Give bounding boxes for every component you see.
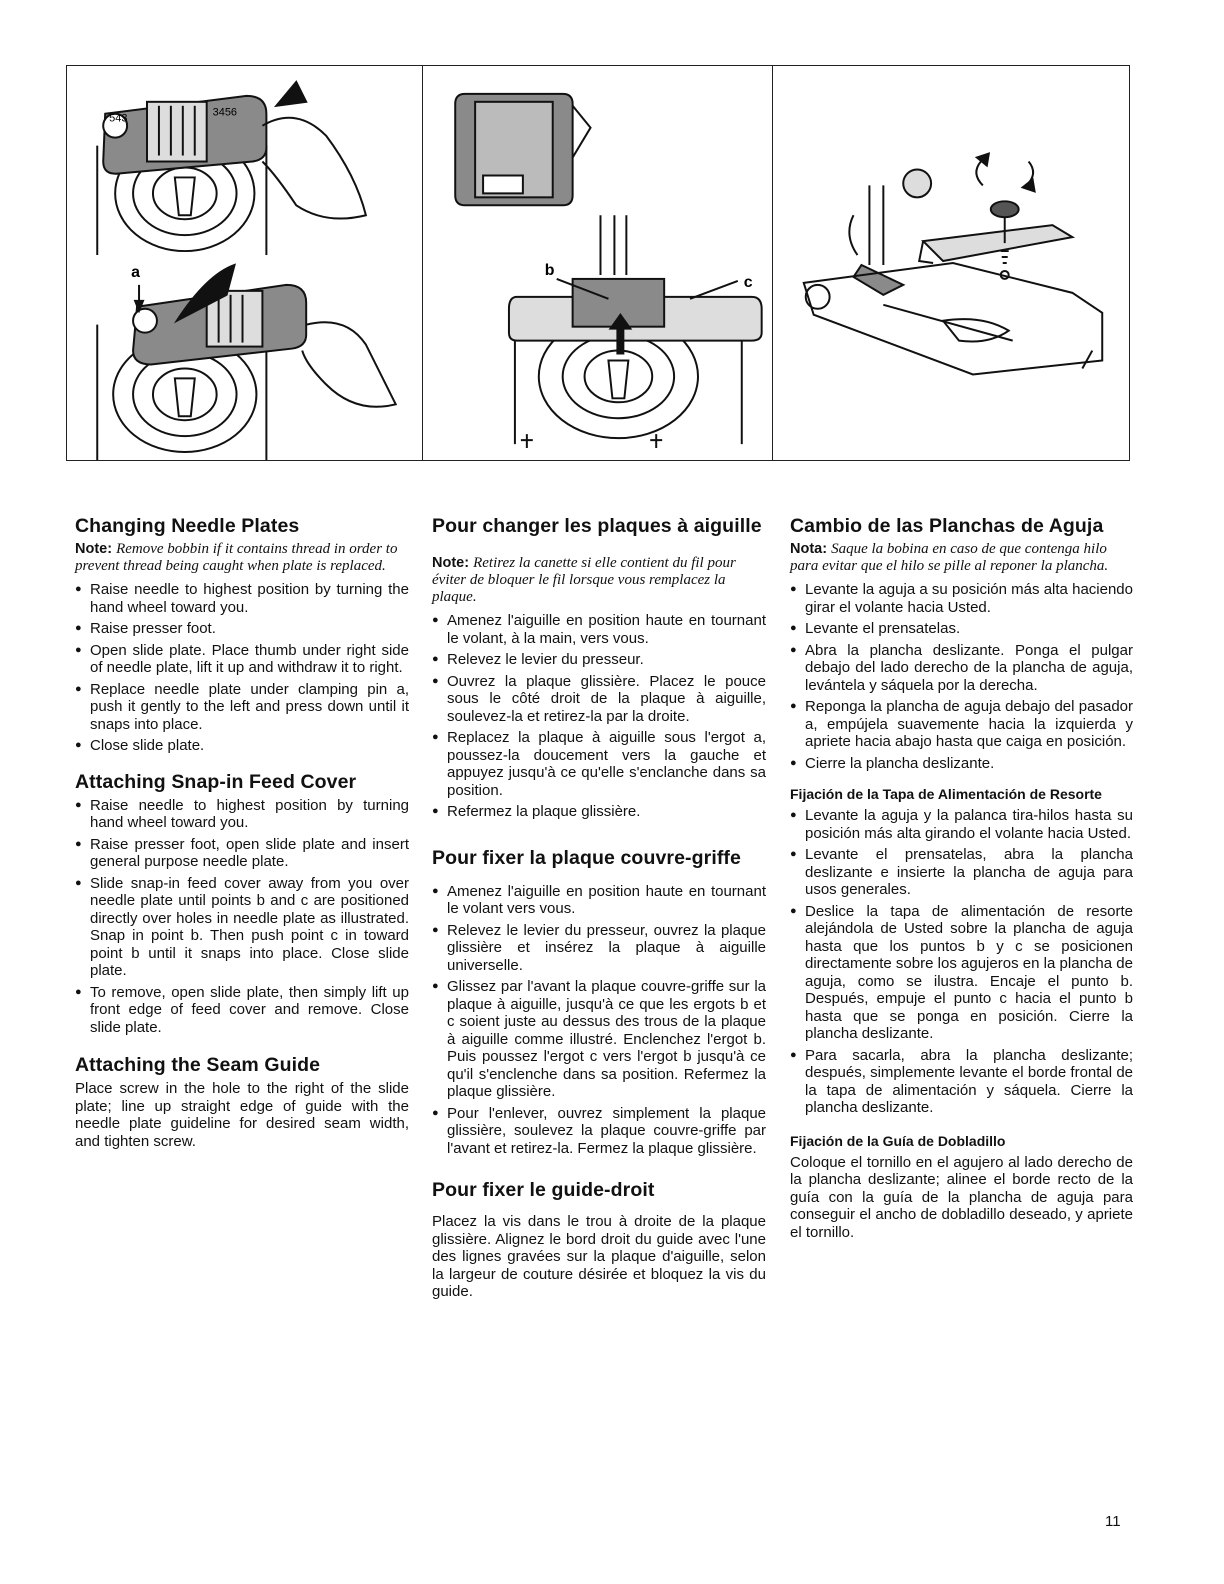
column-spanish	[790, 515, 1133, 1241]
seam-guide-text: Placez la vis dans le trou à droite de la plaque glissière. Alignez le bord droit du guide avec l'une des lignes gravées sur la plaque d'aiguille, selon la largeur de couture désirée et bloquez la vis du guide.	[432, 1213, 766, 1300]
section-title-seam-guide: Fijación de la Guía de Dobladillo	[790, 1132, 1006, 1149]
steps-list	[432, 612, 766, 821]
list-item: ● Amenez l'aiguille en position haute en tournant le volant, à la main, vers vous.	[432, 612, 766, 647]
list-item: ● Refermez la plaque glissière.	[432, 803, 766, 821]
note-text: Saque la bobina en caso de que contenga hilo para evitar que el hilo se pille al reponer la plancha.	[790, 541, 1109, 574]
list-item: ● Para sacarla, abra la plancha deslizante; después, simplemente levante el borde frontal de la tapa de alimentación y sáquela. Cierre la plancha deslizante.	[790, 1047, 1133, 1117]
list-item: ● Slide snap-in feed cover away from you over needle plate until points b and c are positioned directly over holes in needle plate as illustrated. Snap in point b. Then push point c in toward point b until it snaps into place. Close slide plate.	[75, 875, 409, 980]
feed-steps-list	[790, 807, 1133, 1117]
section-title-changing-plates: Cambio de las Planchas de Aguja	[790, 515, 1104, 537]
section-title-feed-cover: Fijación de la Tapa de Alimentación de Resorte	[790, 786, 1102, 802]
list-item: ● Raise presser foot, open slide plate and insert general purpose needle plate.	[75, 836, 409, 871]
column-french	[432, 515, 766, 1301]
list-item: ● Pour l'enlever, ouvrez simplement la plaque glissière, soulevez la plaque couvre-griffe par l'avant et retirez-la. Fermez la plaque glissière.	[432, 1105, 766, 1158]
list-item: ● Relevez le levier du presseur.	[432, 651, 766, 669]
label-c: c	[743, 273, 753, 291]
seam-guide-text: Coloque el tornillo en el agujero al lado derecho de la plancha deslizante; alinee el borde recto de la guía con la guía de la plancha de aguja para conseguir el ancho de dobladillo deseado, y apriete el tornillo.	[790, 1153, 1133, 1241]
list-item: ● Reponga la plancha de aguja debajo del pasador a, empújela suavemente hacia la izquierda y apriete hacia abajo hasta que caiga en posición.	[790, 698, 1133, 751]
list-item: ● To remove, open slide plate, then simply lift up front edge of feed cover and remove. Close slide plate.	[75, 984, 409, 1037]
list-item: ● Replacez la plaque à aiguille sous l'ergot a, poussez-la doucement vers la gauche et appuyez jusqu'à ce qu'elle s'enclanche dans sa position.	[432, 729, 766, 799]
list-item: ● Abra la plancha deslizante. Ponga el pulgar debajo del lado derecho de la plancha de aguja, levántela y sáquela por la derecha.	[790, 642, 1133, 695]
list-item: ● Close slide plate.	[75, 737, 409, 755]
section-title-feed-cover: Attaching Snap-in Feed Cover	[75, 770, 357, 793]
note-label: Note:	[75, 541, 113, 557]
note	[432, 555, 766, 606]
section-title-changing-plates: Changing Needle Plates	[75, 515, 300, 537]
section-title-feed-cover: Pour fixer la plaque couvre-griffe	[432, 846, 741, 869]
list-item: ● Levante la aguja y la palanca tira-hilos hasta su posición más alta girando el volante hacia Usted.	[790, 807, 1133, 842]
figure-seam-guide	[773, 66, 1129, 460]
list-item: ● Levante el prensatelas.	[790, 620, 1133, 638]
list-item: ● Ouvrez la plaque glissière. Placez le pouce sous le côté droit de la plaque à aiguille, soulevez-la et retirez-la par la droite.	[432, 673, 766, 726]
note-label: Nota:	[790, 541, 828, 557]
list-item: ● Raise needle to highest position by turning hand wheel toward you.	[75, 797, 409, 832]
list-item: ● Raise needle to highest position by turning the hand wheel toward you.	[75, 581, 409, 616]
illustration-frame	[66, 65, 1130, 461]
needle-plate-illustration	[67, 66, 422, 460]
steps-list	[75, 581, 409, 755]
feed-steps-list	[432, 883, 766, 1158]
list-item: ● Relevez le levier du presseur, ouvrez la plaque glissière et insérez la plaque à aiguille universelle.	[432, 922, 766, 975]
section-title-seam-guide: Pour fixer le guide-droit	[432, 1179, 655, 1201]
list-item: ● Glissez par l'avant la plaque couvre-griffe sur la plaque à aiguille, jusqu'à ce que les ergots b et c soient juste au dessus des trous de la plaque à aiguille comme illustré. Enclenchez l'ergot b. Puis poussez l'ergot c vers l'ergot b jusqu'à ce qu'il s'enclenche dans sa position. Refermez la plaque glissière.	[432, 978, 766, 1101]
list-item: ● Cierre la plancha deslizante.	[790, 755, 1133, 773]
note	[790, 541, 1133, 575]
feed-cover-illustration	[423, 66, 772, 460]
list-item: ● Raise presser foot.	[75, 620, 409, 638]
seam-guide-illustration	[773, 66, 1129, 460]
column-english	[75, 515, 409, 1150]
note-text: Retirez la canette si elle contient du fil pour éviter de bloquer le fil lorsque vous remplacez la plaque.	[432, 555, 736, 605]
plate-number-left: 543	[109, 112, 128, 125]
list-item: ● Deslice la tapa de alimentación de resorte alejándola de Usted sobre la plancha de aguja hasta que los puntos b y c se posicionen directamente sobre los agujeros en la plancha de aguja, como se ilustra. Encaje el punto b. Después, empuje el punto c hacia el punto b hasta que se ponga en posición. Cierre la plancha deslizante.	[790, 903, 1133, 1043]
note	[75, 541, 409, 575]
list-item: ● Levante la aguja a su posición más alta haciendo girar el volante hacia Usted.	[790, 581, 1133, 616]
plate-number-right: 3456	[212, 106, 238, 119]
section-title-seam-guide: Attaching the Seam Guide	[75, 1054, 321, 1076]
label-b: b	[544, 261, 555, 279]
list-item: ● Open slide plate. Place thumb under right side of needle plate, lift it up and withdraw it to right.	[75, 642, 409, 677]
seam-guide-text: Place screw in the hole to the right of the slide plate; line up straight edge of guide with the needle plate guideline for desired seam width, and tighten screw.	[75, 1080, 409, 1150]
list-item: ● Replace needle plate under clamping pin a, push it gently to the left and press down until it snaps into place.	[75, 681, 409, 734]
figure-changing-needle-plate	[67, 66, 423, 460]
note-label: Note:	[432, 555, 470, 571]
list-item: ● Amenez l'aiguille en position haute en tournant le volant vers vous.	[432, 883, 766, 918]
note-text: Remove bobbin if it contains thread in order to prevent thread being caught when plate is replaced.	[75, 541, 398, 574]
steps-list	[790, 581, 1133, 772]
list-item: ● Levante el prensatelas, abra la plancha deslizante e insierte la plancha de aguja para usos generales.	[790, 846, 1133, 899]
figure-feed-cover	[423, 66, 773, 460]
section-title-changing-plates: Pour changer les plaques à aiguille	[432, 515, 762, 537]
feed-steps-list	[75, 797, 409, 1037]
label-a: a	[131, 263, 140, 281]
page-number: 11	[1105, 1513, 1121, 1530]
